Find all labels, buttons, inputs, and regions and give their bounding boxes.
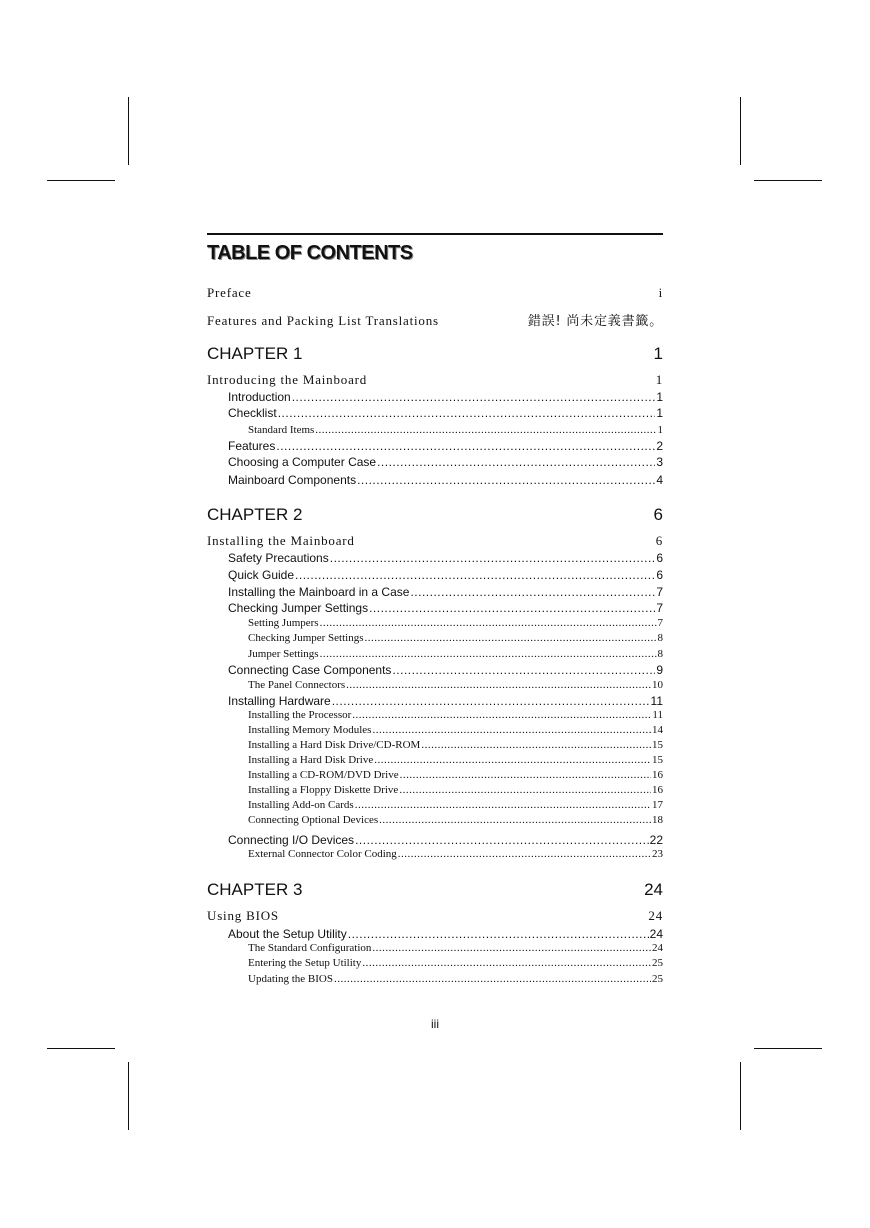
chapter-heading[interactable] (207, 344, 663, 364)
dot-leader (295, 568, 655, 582)
toc-entry-page: 14 (652, 724, 663, 736)
dot-leader (330, 551, 656, 565)
toc-entry-page: 1 (656, 406, 663, 420)
toc-entry-page: 18 (652, 814, 663, 826)
toc-subentry[interactable] (207, 973, 663, 985)
dot-leader (379, 814, 651, 826)
toc-entry-page: 16 (652, 784, 663, 796)
toc-subentry[interactable] (207, 814, 663, 826)
toc-entry-label: Mainboard Components (228, 473, 357, 487)
toc-entry[interactable] (207, 663, 663, 677)
dot-leader (355, 799, 651, 811)
toc-entry-label: Choosing a Computer Case (228, 455, 377, 469)
dot-leader (400, 769, 651, 781)
toc-entry-page: 25 (652, 957, 663, 969)
toc-entry-label: Updating the BIOS (248, 973, 333, 985)
toc-entry-page: i (658, 285, 663, 300)
toc-entry-page: 6 (655, 533, 663, 548)
dot-leader (348, 927, 649, 941)
dot-leader (320, 648, 657, 660)
dot-leader (346, 679, 651, 691)
toc-entry-label: Features and Packing List Translations (207, 313, 439, 328)
toc-entry[interactable] (207, 455, 663, 469)
toc-subentry[interactable] (207, 799, 663, 811)
toc-entry-label: Features (228, 439, 276, 453)
toc-entry-page: 8 (657, 632, 663, 644)
toc-entry-label: External Connector Color Coding (248, 848, 397, 860)
toc-entry-label: Checklist (228, 406, 277, 420)
toc-entry-page: 25 (652, 973, 663, 985)
toc-entry[interactable] (207, 406, 663, 420)
toc-section-title[interactable] (207, 533, 663, 549)
toc-entry-label: Preface (207, 285, 252, 300)
toc-subentry[interactable] (207, 679, 663, 691)
toc-entry-page: 6 (656, 551, 663, 565)
toc-entry[interactable] (207, 833, 663, 847)
toc-entry-label: Installing Add-on Cards (248, 799, 354, 811)
toc-entry-page: 11 (650, 694, 663, 708)
toc-entry[interactable] (207, 927, 663, 941)
dot-leader (292, 390, 656, 404)
toc-entry-page: 15 (652, 754, 663, 766)
crop-mark (740, 1062, 741, 1130)
toc-entry-label: About the Setup Utility (228, 927, 347, 941)
toc-entry-page: 1 (655, 372, 663, 387)
toc-entry-page: 16 (652, 769, 663, 781)
dot-leader (278, 406, 656, 420)
dot-leader (410, 585, 655, 599)
dot-leader (315, 424, 656, 436)
dot-leader (362, 957, 651, 969)
toc-subentry[interactable] (207, 709, 663, 721)
toc-entry-page: 24 (644, 880, 663, 899)
toc-subentry[interactable] (207, 739, 663, 751)
toc-entry-label: The Panel Connectors (248, 679, 346, 691)
toc-subentry[interactable] (207, 632, 663, 644)
toc-entry-page: 6 (656, 568, 663, 582)
toc-entry-label: Installing a Hard Disk Drive/CD-ROM (248, 739, 421, 751)
toc-entry-page: 24 (648, 908, 663, 923)
toc-entry-label: Safety Precautions (228, 551, 329, 565)
dot-leader (372, 942, 651, 954)
toc-entry-page: 10 (652, 679, 663, 691)
toc-entry-label: Setting Jumpers (248, 617, 319, 629)
toc-subentry[interactable] (207, 957, 663, 969)
dot-leader (399, 784, 651, 796)
toc-entry-page: 2 (656, 439, 663, 453)
toc-entry-label: Introducing the Mainboard (207, 372, 368, 387)
toc-entry-page: 24 (649, 927, 663, 941)
crop-mark (47, 180, 115, 181)
toc-section-title[interactable] (207, 372, 663, 388)
toc-entry-label: Quick Guide (228, 568, 295, 582)
dot-leader (421, 739, 651, 751)
toc-entry-label: Checking Jumper Settings (228, 601, 369, 615)
toc-section-title[interactable] (207, 908, 663, 924)
toc-entry-label: Installing the Mainboard (207, 533, 355, 548)
dot-leader (332, 694, 650, 708)
toc-entry[interactable] (207, 585, 663, 599)
dot-leader (357, 473, 655, 487)
dot-leader (355, 833, 649, 847)
toc-entry-label: Connecting I/O Devices (228, 833, 355, 847)
toc-entry-label: Installing a Hard Disk Drive (248, 754, 374, 766)
toc-entry-page: 8 (657, 648, 663, 660)
toc-entry-label: Installing the Processor (248, 709, 352, 721)
crop-mark (128, 1062, 129, 1130)
toc-entry[interactable] (207, 390, 663, 404)
toc-entry-label: Connecting Optional Devices (248, 814, 379, 826)
toc-entry-page: 24 (652, 942, 663, 954)
toc-subentry[interactable] (207, 724, 663, 736)
toc-subentry[interactable] (207, 769, 663, 781)
toc-entry-label: The Standard Configuration (248, 942, 372, 954)
toc-row-front-matter[interactable] (207, 310, 663, 329)
toc-entry-page: 7 (657, 617, 663, 629)
dot-leader (352, 709, 651, 721)
toc-subentry[interactable] (207, 648, 663, 660)
chapter-heading[interactable] (207, 505, 663, 525)
dot-leader (334, 973, 651, 985)
toc-entry-page: 4 (656, 473, 663, 487)
toc-entry-page: 7 (656, 601, 663, 615)
toc-entry[interactable] (207, 473, 663, 487)
crop-mark (754, 1048, 822, 1049)
toc-entry-label: CHAPTER 3 (207, 880, 303, 899)
toc-entry[interactable] (207, 439, 663, 453)
toc-entry-label: Installing a Floppy Diskette Drive (248, 784, 399, 796)
toc-subentry[interactable] (207, 784, 663, 796)
crop-mark (47, 1048, 115, 1049)
toc-entry-page: 1 (656, 390, 663, 404)
toc-entry-page: 1 (653, 344, 663, 363)
toc-entry-label: Jumper Settings (248, 648, 319, 660)
dot-leader (365, 632, 657, 644)
toc-entry-label: Installing the Mainboard in a Case (228, 585, 410, 599)
toc-entry-page: 15 (652, 739, 663, 751)
toc-subentry[interactable] (207, 424, 663, 436)
dot-leader (392, 663, 655, 677)
toc-entry[interactable] (207, 694, 663, 708)
toc-entry-page: 11 (652, 709, 663, 721)
crop-mark (754, 180, 822, 181)
dot-leader (276, 439, 655, 453)
toc-entry[interactable] (207, 568, 663, 582)
toc-subentry[interactable] (207, 942, 663, 954)
page-number: iii (431, 1017, 439, 1031)
toc-entry-page: 錯誤! 尚未定義書籤。 (527, 314, 663, 329)
crop-mark (740, 97, 741, 165)
dot-leader (398, 848, 651, 860)
toc-entry[interactable] (207, 601, 663, 615)
dot-leader (374, 754, 651, 766)
toc-entry-label: Checking Jumper Settings (248, 632, 364, 644)
chapter-heading[interactable] (207, 880, 663, 900)
toc-entry-page: 6 (653, 505, 663, 524)
toc-entry-label: Standard Items (248, 424, 315, 436)
toc-entry-page: 17 (652, 799, 663, 811)
dot-leader (372, 724, 651, 736)
dot-leader (377, 455, 655, 469)
toc-subentry[interactable] (207, 617, 663, 629)
dot-leader (320, 617, 657, 629)
page-title: TABLE OF CONTENTS (207, 242, 413, 264)
dot-leader (369, 601, 655, 615)
toc-entry-label: Entering the Setup Utility (248, 957, 362, 969)
toc-entry-page: 23 (652, 848, 663, 860)
toc-entry-page: 9 (656, 663, 663, 677)
toc-entry-label: Installing Hardware (228, 694, 331, 708)
title-rule (207, 233, 663, 235)
toc-entry-label: Using BIOS (207, 908, 279, 923)
toc-entry-label: Introduction (228, 390, 291, 404)
crop-mark (128, 97, 129, 165)
toc-entry-label: CHAPTER 1 (207, 344, 303, 363)
toc-entry-label: Installing a CD-ROM/DVD Drive (248, 769, 399, 781)
toc-subentry[interactable] (207, 754, 663, 766)
toc-entry-page: 1 (657, 424, 663, 436)
toc-row-front-matter[interactable] (207, 285, 663, 301)
toc-entry[interactable] (207, 551, 663, 565)
toc-entry-page: 22 (649, 833, 663, 847)
toc-subentry[interactable] (207, 848, 663, 860)
toc-entry-label: CHAPTER 2 (207, 505, 303, 524)
toc-entry-page: 7 (656, 585, 663, 599)
toc-entry-label: Installing Memory Modules (248, 724, 372, 736)
toc-entry-label: Connecting Case Components (228, 663, 392, 677)
table-of-contents (207, 233, 663, 985)
toc-entry-page: 3 (656, 455, 663, 469)
